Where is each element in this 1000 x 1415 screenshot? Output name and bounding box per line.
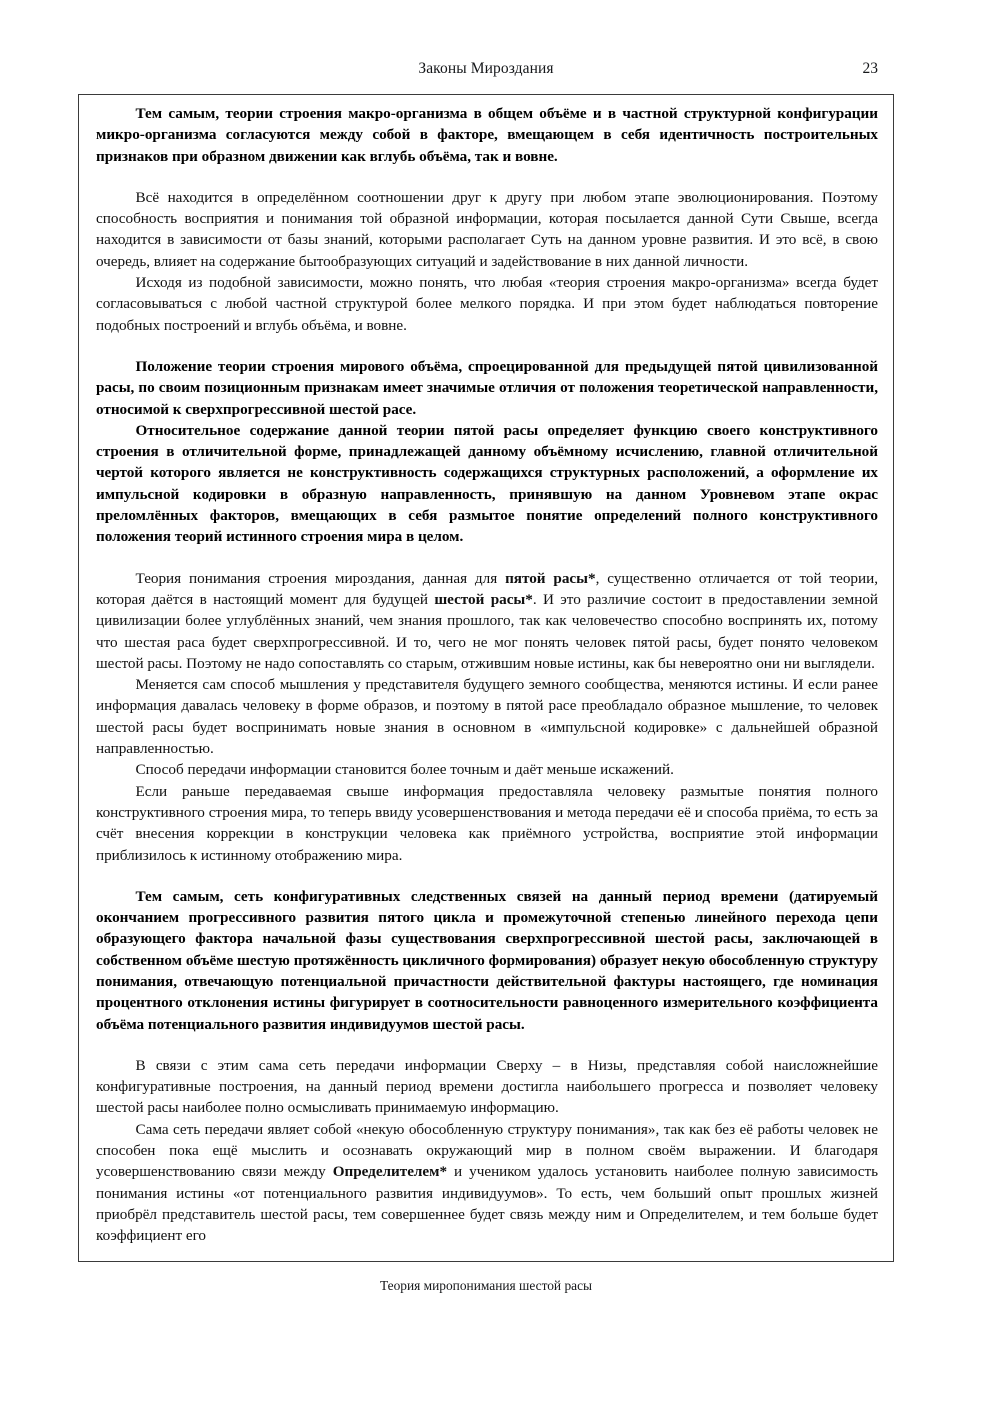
paragraph-12-text-a: Сама сеть передачи являет собой «некую обособленную структуру понимания», так как без её работы человек не способен пока ещё мыслить и осознавать окружающий мир в полном своём выражении. И благодаря усовершенствованию связи между bbox=[96, 1120, 878, 1181]
paragraph-gap bbox=[96, 548, 878, 568]
text-frame-border bbox=[78, 94, 894, 1262]
paragraph-6-text-c: . И это различие состоит в предоставлении земной цивилизации более углублённых знаний, чем знания прошлого, так как человечество способно воспринять их, потому что шестая раса будет сверхпрогрессивной. И то, чего не мог понять человек пятой расы, будет понято человеком шестой расы. Поэтому не надо сопоставлять со старым, отжившим новые истины, как бы невероятно они ни выглядели. bbox=[96, 590, 879, 672]
paragraph-12-text-b: и учеником удалось установить наиболее полную зависимость понимания истины «от потенциального развития индивидуумов». То есть, чем больший опыт прошлых жизней приобрёл представитель шестой расы, тем совершеннее будет связь между ним и Определителем, и тем больше будет коэффициент его bbox=[96, 1163, 878, 1245]
header-book-title: Законы Мироздания bbox=[418, 60, 554, 77]
page-number: 23 bbox=[862, 60, 878, 77]
term-determiner: Определителем* bbox=[332, 1163, 448, 1181]
paragraph-6 bbox=[96, 568, 878, 674]
term-fifth-race: пятой расы* bbox=[505, 569, 596, 587]
paragraph-4-bold: Положение теории строения мирового объёма, спроецированной для предыдущей пятой цивилизованной расы, по своим позиционным признакам имеет значимые отличия от положения теоретической направленности, относимой к сверхпрогрессивной шестой расе. bbox=[96, 357, 878, 418]
paragraph-11: В связи с этим сама сеть передачи информации Сверху – в Низы, представляя собой наисложнейшие конфигуративные построения, на данный период времени достигла наибольшего прогресса и позволяет человеку шестой расы наиболее полно осмысливать принимаемую информацию. bbox=[96, 1056, 878, 1117]
paragraph-7: Меняется сам способ мышления у представителя будущего земного сообщества, меняются истины. И если ранее информация давалась человеку в форме образов, и поэтому в пятой расе преобладало образное мышление, то человек шестой расы будет воспринимать новые знания в основном в «импульсной кодировке» с дальнейшей образной направленностью. bbox=[96, 676, 878, 758]
paragraph-9: Если раньше передаваемая свыше информация предоставляла человеку размытые понятия полного конструктивного строения мира, то теперь ввиду усовершенствования и метода передачи её и способа приёма, то есть за счёт внесения коррекции в конструкции человека как приёмного устройства, восприятие этой информации приблизилось к истинному отображению мира. bbox=[96, 782, 878, 864]
paragraph-3: Исходя из подобной зависимости, можно понять, что любая «теория строения макро-организма» всегда будет согласовываться с любой частной структурой более мелкого порядка. И при этом будет наблюдаться повторение подобных построений и вглубь объёма, и вовне. bbox=[96, 274, 878, 334]
paragraph-10-bold: Тем самым, сеть конфигуративных следственных связей на данный период времени (датируемый окончанием прогрессивного развития пятого цикла и промежуточной степенью линейного перехода цепи образующего фактора начальной фазы существования сверхпрогрессивной шестой расы, заключающей в собственном объёме шестую протяжённость цикличного формирования) образует некую обособленную структуру понимания, отвечающую потенциальной причастности действительной фактуры настоящего, где номинация процентного отклонения истины фигурирует в соотносительности равноценного измерительного коэффициента объёма потенциального развития индивидуумов шестой расы. bbox=[96, 887, 878, 1033]
paragraph-6-text-a: Теория понимания строения мироздания, данная для bbox=[135, 569, 506, 587]
paragraph-gap bbox=[96, 336, 878, 356]
text-body bbox=[96, 103, 878, 1247]
paragraph-gap bbox=[96, 167, 878, 187]
running-header bbox=[78, 58, 894, 84]
paragraph-8: Способ передачи информации становится более точным и даёт меньше искажений. bbox=[135, 761, 674, 779]
paragraph-gap bbox=[96, 866, 878, 886]
paragraph-2: Всё находится в определённом соотношении друг к другу при любом этапе эволюционирования. Поэтому способность восприятия и понимания той образной информации, которая посылается данной Сути Свыше, всегда находится в зависимости от базы знаний, которыми располагает Суть на данном уровне развития. И это всё, в свою очередь, влияет на содержание бытообразующих ситуаций и задействование в них данной личности. bbox=[96, 188, 878, 270]
term-sixth-race: шестой расы* bbox=[434, 590, 533, 608]
paragraph-6-text-b: , существенно отличается от той теории, которая даётся в настоящий момент для будущей bbox=[96, 569, 878, 608]
paragraph-gap bbox=[96, 1035, 878, 1055]
paragraph-5-bold: Относительное содержание данной теории пятой расы определяет функцию своего конструктивного строения в отличительной форме, принадлежащей данному объёмному исчислению, главной отличительной чертой которого является не конструктивность содержащихся структурных расположений, а оформление их импульсной кодировки в образную направленность, принявшую на данном Уровневом этапе окрас преломлённых факторов, вмещающих в себя размытое понятие определений полного конструктивного положения теорий истинного строения мира в целом. bbox=[96, 421, 878, 546]
footer-chapter-title: Теория миропонимания шестой расы bbox=[379, 1278, 593, 1293]
paragraph-12 bbox=[96, 1119, 878, 1247]
paragraph-1-bold: Тем самым, теории строения макро-организма в общем объёме и в частной структурной конфигурации микро-организма согласуются между собой в факторе, вмещающем в себя идентичность построительных признаков при образном движении как вглубь объёма, так и вовне. bbox=[96, 105, 878, 165]
